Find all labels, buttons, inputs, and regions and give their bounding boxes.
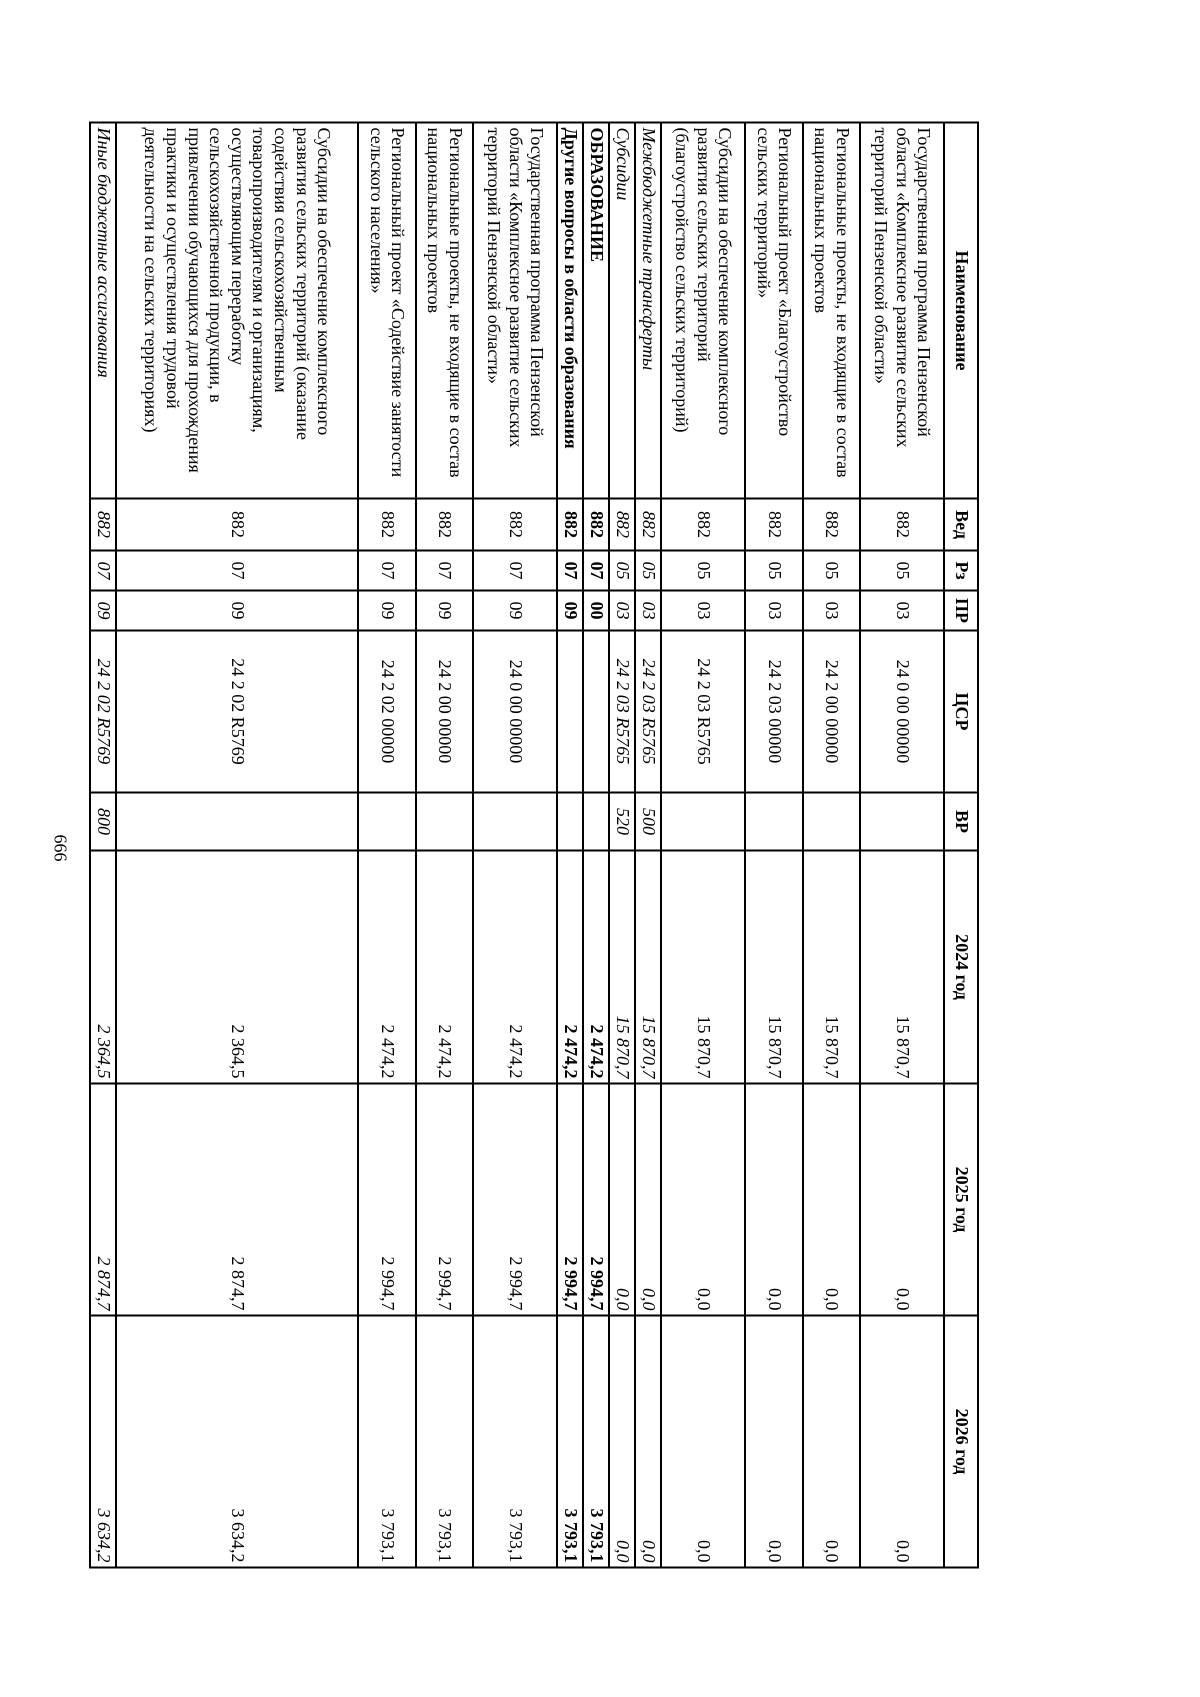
cell-y2025: 2 994,7	[583, 1084, 609, 1316]
cell-pr: 03	[635, 591, 661, 631]
cell-y2025: 2 874,7	[116, 1084, 358, 1316]
cell-pr: 03	[860, 591, 944, 631]
cell-csr: 24 0 00 00000	[860, 631, 944, 793]
cell-name: Государственная программа Пензенской области «Комплексное развитие сельских территорий Пензенской области»	[473, 123, 557, 499]
table-row	[557, 123, 583, 1568]
cell-pr: 00	[583, 591, 609, 631]
cell-ved: 882	[860, 499, 944, 551]
cell-y2024: 15 870,7	[609, 851, 635, 1084]
table-row	[661, 123, 745, 1568]
table-row	[609, 123, 635, 1568]
cell-name: Региональный проект «Благоустройство сельских территорий»	[745, 123, 803, 499]
cell-rz: 07	[116, 551, 358, 591]
cell-y2025: 2 994,7	[358, 1084, 416, 1316]
cell-csr: 24 0 00 00000	[473, 631, 557, 793]
table-row	[116, 123, 358, 1568]
cell-vr	[583, 793, 609, 851]
cell-pr: 03	[803, 591, 861, 631]
cell-vr	[860, 793, 944, 851]
header-2026: 2026 год	[944, 1316, 978, 1568]
cell-y2026: 3 793,1	[358, 1316, 416, 1568]
table-body	[90, 123, 944, 1568]
cell-y2024: 15 870,7	[661, 851, 745, 1084]
cell-y2024: 15 870,7	[860, 851, 944, 1084]
cell-y2026: 3 793,1	[583, 1316, 609, 1568]
cell-ved: 882	[416, 499, 474, 551]
cell-y2025: 0,0	[635, 1084, 661, 1316]
cell-csr: 24 2 03 R5765	[635, 631, 661, 793]
table-row	[860, 123, 944, 1568]
cell-vr	[116, 793, 358, 851]
cell-name: Субсидии	[609, 123, 635, 499]
table-row	[745, 123, 803, 1568]
header-2025: 2025 год	[944, 1084, 978, 1316]
cell-ved: 882	[116, 499, 358, 551]
cell-y2024: 2 474,2	[583, 851, 609, 1084]
cell-rz: 05	[860, 551, 944, 591]
cell-vr	[745, 793, 803, 851]
cell-csr	[557, 631, 583, 793]
cell-vr: 520	[609, 793, 635, 851]
cell-pr: 03	[745, 591, 803, 631]
cell-y2024: 2 474,2	[416, 851, 474, 1084]
cell-rz: 05	[803, 551, 861, 591]
cell-csr	[583, 631, 609, 793]
cell-y2025: 0,0	[609, 1084, 635, 1316]
cell-vr: 800	[90, 793, 116, 851]
cell-y2024: 2 364,5	[116, 851, 358, 1084]
cell-name: Государственная программа Пензенской области «Комплексное развитие сельских территорий Пензенской области»	[860, 123, 944, 499]
cell-name: ОБРАЗОВАНИЕ	[583, 123, 609, 499]
cell-vr	[557, 793, 583, 851]
header-pr: ПР	[944, 591, 978, 631]
cell-rz: 07	[416, 551, 474, 591]
cell-name: Региональные проекты, не входящие в состав национальных проектов	[803, 123, 861, 499]
cell-pr: 09	[358, 591, 416, 631]
cell-csr: 24 2 02 R5769	[116, 631, 358, 793]
cell-vr	[416, 793, 474, 851]
cell-y2024: 2 474,2	[358, 851, 416, 1084]
cell-ved: 882	[473, 499, 557, 551]
table-header-row	[944, 123, 978, 1568]
cell-y2025: 2 994,7	[416, 1084, 474, 1316]
cell-y2026: 3 793,1	[473, 1316, 557, 1568]
table-row	[358, 123, 416, 1568]
cell-name: Другие вопросы в области образования	[557, 123, 583, 499]
cell-csr: 24 2 03 R5765	[609, 631, 635, 793]
cell-y2025: 0,0	[860, 1084, 944, 1316]
cell-y2024: 15 870,7	[803, 851, 861, 1084]
cell-rz: 05	[745, 551, 803, 591]
rotated-table-container	[89, 122, 979, 1567]
cell-csr: 24 2 00 00000	[416, 631, 474, 793]
cell-name: Иные бюджетные ассигнования	[90, 123, 116, 499]
cell-vr	[473, 793, 557, 851]
header-csr: ЦСР	[944, 631, 978, 793]
header-2024: 2024 год	[944, 851, 978, 1084]
cell-y2024: 2 364,5	[90, 851, 116, 1084]
cell-y2026: 0,0	[803, 1316, 861, 1568]
cell-name: Межбюджетные трансферты	[635, 123, 661, 499]
cell-y2024: 15 870,7	[745, 851, 803, 1084]
header-rz: Рз	[944, 551, 978, 591]
cell-y2026: 0,0	[661, 1316, 745, 1568]
cell-y2026: 0,0	[609, 1316, 635, 1568]
table-row	[583, 123, 609, 1568]
table-row	[473, 123, 557, 1568]
cell-ved: 882	[803, 499, 861, 551]
cell-vr	[358, 793, 416, 851]
cell-y2025: 2 874,7	[90, 1084, 116, 1316]
cell-rz: 05	[635, 551, 661, 591]
cell-ved: 882	[358, 499, 416, 551]
cell-y2024: 15 870,7	[635, 851, 661, 1084]
cell-pr: 09	[473, 591, 557, 631]
cell-csr: 24 2 00 00000	[803, 631, 861, 793]
cell-y2024: 2 474,2	[557, 851, 583, 1084]
cell-ved: 882	[557, 499, 583, 551]
cell-rz: 07	[557, 551, 583, 591]
cell-y2026: 0,0	[635, 1316, 661, 1568]
cell-y2025: 0,0	[745, 1084, 803, 1316]
cell-name: Субсидии на обеспечение комплексного развития сельских территорий (оказание содействия сельскохозяйственным товаропроизводителям и организациям, осуществляющим переработку сельскохозяйственной продукции, в привлечении обучающихся для прохождения практики и осуществления трудовой деятельности на сельских территориях)	[116, 123, 358, 499]
cell-pr: 09	[116, 591, 358, 631]
cell-csr: 24 2 03 00000	[745, 631, 803, 793]
cell-pr: 03	[661, 591, 745, 631]
cell-y2026: 3 634,2	[90, 1316, 116, 1568]
cell-y2025: 0,0	[661, 1084, 745, 1316]
cell-vr: 500	[635, 793, 661, 851]
cell-y2026: 0,0	[860, 1316, 944, 1568]
cell-rz: 07	[90, 551, 116, 591]
header-name: Наименование	[944, 123, 978, 499]
cell-y2026: 3 793,1	[557, 1316, 583, 1568]
cell-pr: 09	[557, 591, 583, 631]
cell-pr: 03	[609, 591, 635, 631]
cell-y2026: 0,0	[745, 1316, 803, 1568]
cell-pr: 09	[416, 591, 474, 631]
cell-csr: 24 2 02 00000	[358, 631, 416, 793]
table-row	[635, 123, 661, 1568]
cell-name: Региональные проекты, не входящие в состав национальных проектов	[416, 123, 474, 499]
budget-table	[89, 122, 979, 1569]
cell-rz: 05	[609, 551, 635, 591]
cell-csr: 24 2 03 R5765	[661, 631, 745, 793]
cell-ved: 882	[635, 499, 661, 551]
cell-rz: 07	[358, 551, 416, 591]
table-row	[803, 123, 861, 1568]
header-ved: Вед	[944, 499, 978, 551]
cell-ved: 882	[90, 499, 116, 551]
table-row	[416, 123, 474, 1568]
cell-vr	[803, 793, 861, 851]
cell-rz: 07	[473, 551, 557, 591]
cell-ved: 882	[609, 499, 635, 551]
table-row	[90, 123, 116, 1568]
cell-rz: 07	[583, 551, 609, 591]
cell-y2025: 2 994,7	[557, 1084, 583, 1316]
cell-ved: 882	[745, 499, 803, 551]
cell-y2025: 0,0	[803, 1084, 861, 1316]
cell-y2026: 3 793,1	[416, 1316, 474, 1568]
cell-ved: 882	[661, 499, 745, 551]
cell-ved: 882	[583, 499, 609, 551]
cell-pr: 09	[90, 591, 116, 631]
cell-y2026: 3 634,2	[116, 1316, 358, 1568]
cell-y2025: 2 994,7	[473, 1084, 557, 1316]
cell-csr: 24 2 02 R5769	[90, 631, 116, 793]
cell-y2024: 2 474,2	[473, 851, 557, 1084]
page-number: 666	[50, 834, 71, 862]
cell-name: Региональный проект «Содействие занятости сельского населения»	[358, 123, 416, 499]
cell-vr	[661, 793, 745, 851]
header-vr: ВР	[944, 793, 978, 851]
cell-rz: 05	[661, 551, 745, 591]
cell-name: Субсидии на обеспечение комплексного развития сельских территорий (благоустройство сельских территорий)	[661, 123, 745, 499]
